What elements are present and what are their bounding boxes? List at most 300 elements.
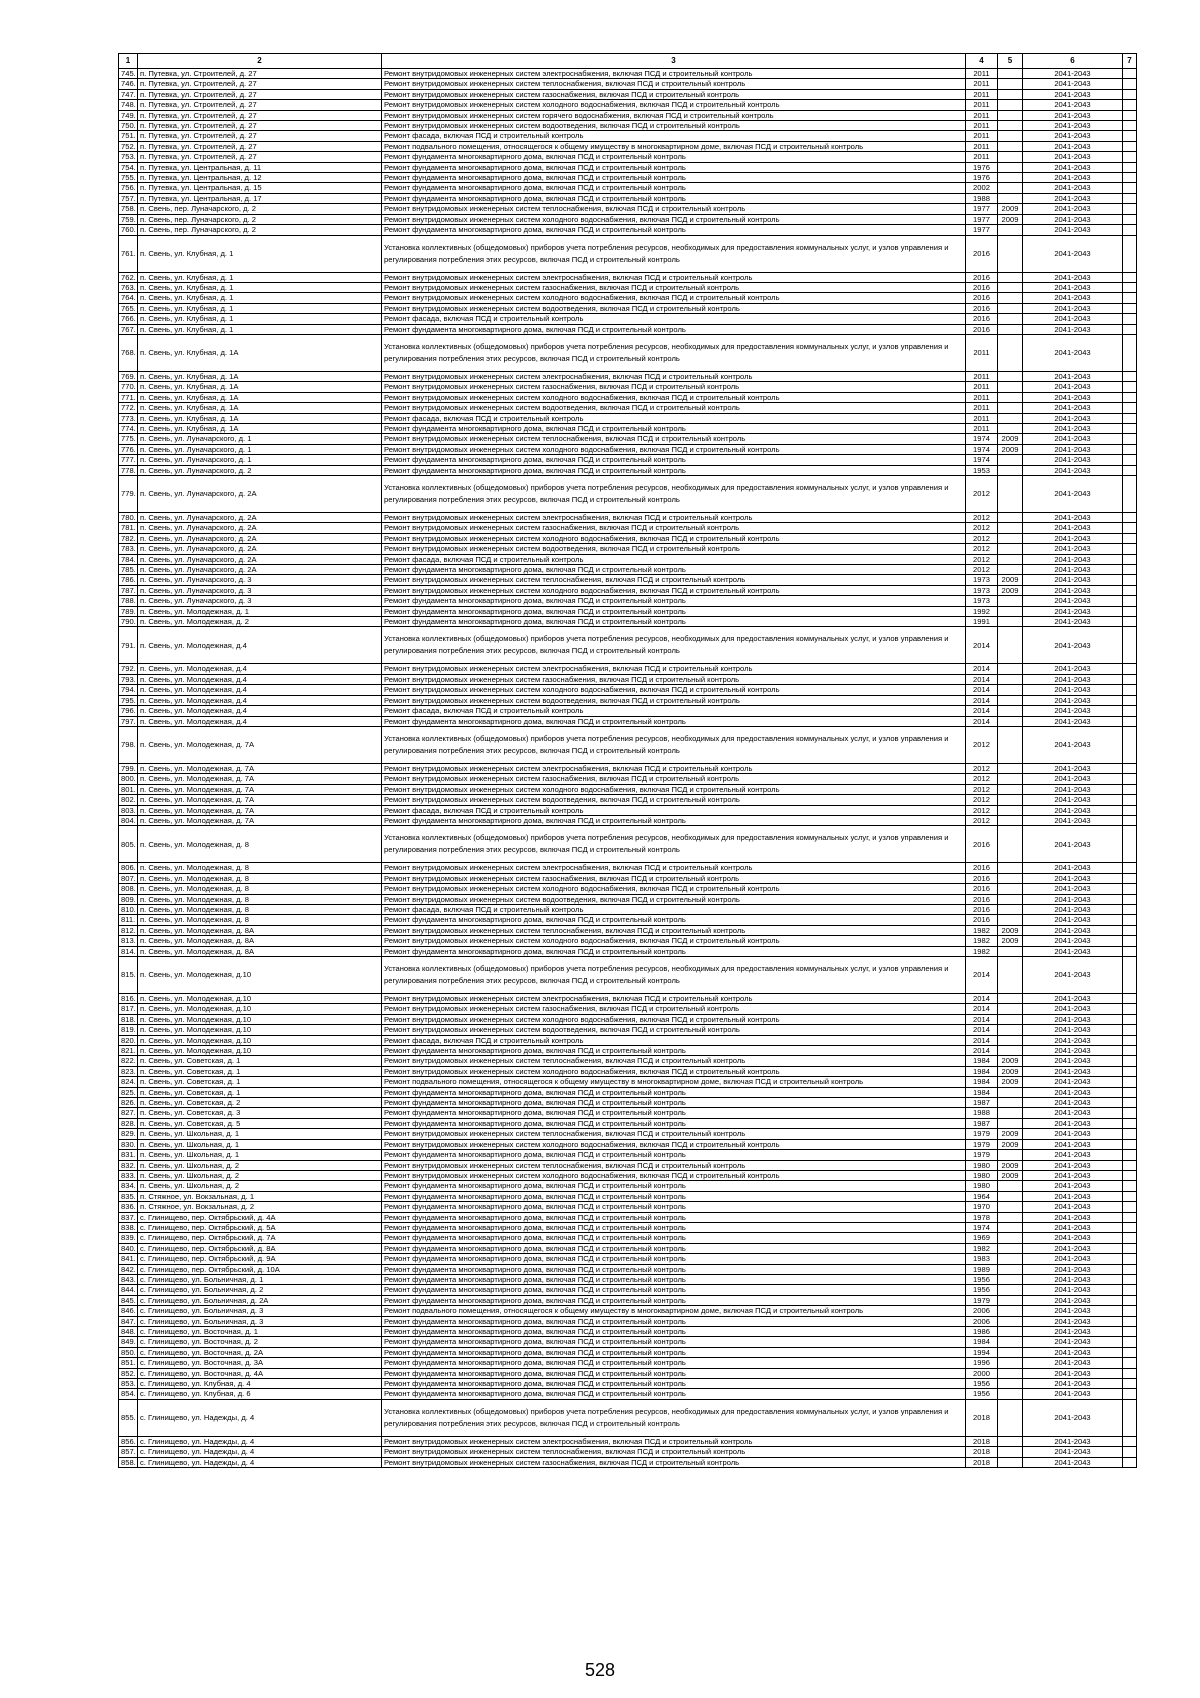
work-type-cell: Ремонт фундамента многоквартирного дома, включая ПСД и строительный контроль [382, 915, 966, 925]
last-repair-year-cell [998, 1379, 1023, 1389]
col-7-cell [1123, 726, 1137, 763]
col-7-cell [1123, 1358, 1137, 1368]
address-cell: п. Свень, ул. Молодежная, д.4 [138, 627, 382, 664]
planned-period-cell: 2041-2043 [1023, 1160, 1123, 1170]
last-repair-year-cell [998, 423, 1023, 433]
col-7-cell [1123, 994, 1137, 1004]
year-built-cell: 1974 [966, 455, 998, 465]
year-built-cell: 2011 [966, 423, 998, 433]
row-number: 758. [119, 204, 138, 214]
address-cell: п. Свень, ул. Клубная, д. 1 [138, 282, 382, 292]
work-type-cell: Ремонт внутридомовых инженерных систем холодного водоснабжения, включая ПСД и строительный контроль [382, 444, 966, 454]
row-number: 812. [119, 925, 138, 935]
planned-period-cell: 2041-2043 [1023, 173, 1123, 183]
row-number: 777. [119, 455, 138, 465]
planned-period-cell: 2041-2043 [1023, 334, 1123, 371]
row-number: 849. [119, 1337, 138, 1347]
planned-period-cell: 2041-2043 [1023, 1285, 1123, 1295]
row-number: 829. [119, 1129, 138, 1139]
address-cell: п. Свень, ул. Советская, д. 2 [138, 1098, 382, 1108]
table-row [119, 946, 1137, 956]
col-7-cell [1123, 1004, 1137, 1014]
last-repair-year-cell [998, 382, 1023, 392]
col-7-cell [1123, 763, 1137, 773]
col-7-cell [1123, 110, 1137, 120]
year-built-cell: 2006 [966, 1306, 998, 1316]
planned-period-cell: 2041-2043 [1023, 1129, 1123, 1139]
table-row [119, 476, 1137, 513]
planned-period-cell: 2041-2043 [1023, 413, 1123, 423]
address-cell: п. Стяжное, ул. Вокзальная, д. 1 [138, 1191, 382, 1201]
planned-period-cell: 2041-2043 [1023, 585, 1123, 595]
row-number: 847. [119, 1316, 138, 1326]
planned-period-cell: 2041-2043 [1023, 805, 1123, 815]
address-cell: п. Свень, ул. Молодежная, д.10 [138, 994, 382, 1004]
year-built-cell: 1988 [966, 193, 998, 203]
address-cell: п. Путевка, ул. Строителей, д. 27 [138, 79, 382, 89]
col-7-cell [1123, 214, 1137, 224]
col-7-cell [1123, 1399, 1137, 1436]
address-cell: п. Свень, ул. Молодежная, д. 8 [138, 826, 382, 863]
row-number: 785. [119, 565, 138, 575]
year-built-cell: 1987 [966, 1098, 998, 1108]
work-type-cell: Ремонт внутридомовых инженерных систем водоотведения, включая ПСД и строительный контроль [382, 121, 966, 131]
year-built-cell: 2006 [966, 1316, 998, 1326]
work-type-cell: Ремонт внутридомовых инженерных систем теплоснабжения, включая ПСД и строительный контроль [382, 575, 966, 585]
work-type-cell: Установка коллективных (общедомовых) приборов учета потребления ресурсов, необходимых для предоставления коммунальных услуг, и узлов управления и регулирования потребления этих ресурсов, включая ПСД и строительный контроль [382, 957, 966, 994]
col-7-cell [1123, 533, 1137, 543]
work-type-cell: Ремонт внутридомовых инженерных систем водоотведения, включая ПСД и строительный контроль [382, 1025, 966, 1035]
work-type-cell: Ремонт фундамента многоквартирного дома, включая ПСД и строительный контроль [382, 946, 966, 956]
address-cell: п. Свень, пер. Луначарского, д. 2 [138, 204, 382, 214]
table-row [119, 413, 1137, 423]
address-cell: п. Свень, ул. Молодежная, д. 7А [138, 805, 382, 815]
col-7-cell [1123, 585, 1137, 595]
planned-period-cell: 2041-2043 [1023, 1202, 1123, 1212]
last-repair-year-cell: 2009 [998, 1170, 1023, 1180]
year-built-cell: 2018 [966, 1399, 998, 1436]
planned-period-cell: 2041-2043 [1023, 324, 1123, 334]
col-7-cell [1123, 444, 1137, 454]
last-repair-year-cell [998, 1316, 1023, 1326]
col-7-cell [1123, 413, 1137, 423]
table-row [119, 465, 1137, 475]
last-repair-year-cell [998, 1108, 1023, 1118]
table-row [119, 193, 1137, 203]
year-built-cell: 1987 [966, 1118, 998, 1128]
row-number: 856. [119, 1436, 138, 1446]
col-7-cell [1123, 1368, 1137, 1378]
planned-period-cell: 2041-2043 [1023, 293, 1123, 303]
row-number: 811. [119, 915, 138, 925]
table-row [119, 444, 1137, 454]
planned-period-cell: 2041-2043 [1023, 1399, 1123, 1436]
table-row [119, 994, 1137, 1004]
work-type-cell: Ремонт фундамента многоквартирного дома, включая ПСД и строительный контроль [382, 1202, 966, 1212]
col-7-cell [1123, 565, 1137, 575]
planned-period-cell: 2041-2043 [1023, 1306, 1123, 1316]
planned-period-cell: 2041-2043 [1023, 617, 1123, 627]
address-cell: п. Свень, ул. Советская, д. 1 [138, 1077, 382, 1087]
planned-period-cell: 2041-2043 [1023, 565, 1123, 575]
year-built-cell: 1973 [966, 596, 998, 606]
table-row [119, 89, 1137, 99]
planned-period-cell: 2041-2043 [1023, 1118, 1123, 1128]
planned-period-cell: 2041-2043 [1023, 110, 1123, 120]
work-type-cell: Ремонт фундамента многоквартирного дома, включая ПСД и строительный контроль [382, 1285, 966, 1295]
planned-period-cell: 2041-2043 [1023, 894, 1123, 904]
last-repair-year-cell [998, 873, 1023, 883]
year-built-cell: 2016 [966, 904, 998, 914]
row-number: 748. [119, 100, 138, 110]
row-number: 823. [119, 1066, 138, 1076]
work-type-cell: Ремонт внутридомовых инженерных систем теплоснабжения, включая ПСД и строительный контроль [382, 925, 966, 935]
year-built-cell: 2016 [966, 324, 998, 334]
col-7-cell [1123, 1056, 1137, 1066]
col-7-cell [1123, 434, 1137, 444]
address-cell: с. Глинищево, ул. Восточная, д. 4А [138, 1368, 382, 1378]
last-repair-year-cell [998, 894, 1023, 904]
row-number: 858. [119, 1457, 138, 1467]
table-row [119, 403, 1137, 413]
planned-period-cell: 2041-2043 [1023, 533, 1123, 543]
planned-period-cell: 2041-2043 [1023, 1056, 1123, 1066]
row-number: 848. [119, 1327, 138, 1337]
table-row [119, 884, 1137, 894]
planned-period-cell: 2041-2043 [1023, 423, 1123, 433]
table-row [119, 575, 1137, 585]
row-number: 815. [119, 957, 138, 994]
col-7-cell [1123, 1222, 1137, 1232]
work-type-cell: Ремонт внутридомовых инженерных систем газоснабжения, включая ПСД и строительный контроль [382, 89, 966, 99]
last-repair-year-cell [998, 1337, 1023, 1347]
work-type-cell: Ремонт фундамента многоквартирного дома, включая ПСД и строительный контроль [382, 1337, 966, 1347]
planned-period-cell: 2041-2043 [1023, 784, 1123, 794]
row-number: 855. [119, 1399, 138, 1436]
planned-period-cell: 2041-2043 [1023, 884, 1123, 894]
year-built-cell: 1976 [966, 173, 998, 183]
work-type-cell: Ремонт фундамента многоквартирного дома, включая ПСД и строительный контроль [382, 716, 966, 726]
planned-period-cell: 2041-2043 [1023, 1004, 1123, 1014]
year-built-cell: 2014 [966, 695, 998, 705]
address-cell: п. Свень, ул. Советская, д. 5 [138, 1118, 382, 1128]
header-col-4: 4 [966, 54, 998, 69]
planned-period-cell: 2041-2043 [1023, 1327, 1123, 1337]
work-type-cell: Ремонт внутридомовых инженерных систем электроснабжения, включая ПСД и строительный контроль [382, 994, 966, 1004]
address-cell: п. Свень, ул. Молодежная, д.4 [138, 685, 382, 695]
table-row [119, 664, 1137, 674]
work-type-cell: Установка коллективных (общедомовых) приборов учета потребления ресурсов, необходимых для предоставления коммунальных услуг, и узлов управления и регулирования потребления этих ресурсов, включая ПСД и строительный контроль [382, 334, 966, 371]
year-built-cell: 1979 [966, 1150, 998, 1160]
row-number: 825. [119, 1087, 138, 1097]
last-repair-year-cell [998, 1046, 1023, 1056]
table-row [119, 554, 1137, 564]
last-repair-year-cell: 2009 [998, 1056, 1023, 1066]
year-built-cell: 2011 [966, 131, 998, 141]
header-col-6: 6 [1023, 54, 1123, 69]
table-row [119, 925, 1137, 935]
year-built-cell: 1983 [966, 1254, 998, 1264]
address-cell: п. Свень, ул. Клубная, д. 1А [138, 403, 382, 413]
address-cell: п. Свень, ул. Молодежная, д.4 [138, 695, 382, 705]
year-built-cell: 2012 [966, 784, 998, 794]
col-7-cell [1123, 873, 1137, 883]
planned-period-cell: 2041-2043 [1023, 1191, 1123, 1201]
work-type-cell: Установка коллективных (общедомовых) приборов учета потребления ресурсов, необходимых для предоставления коммунальных услуг, и узлов управления и регулирования потребления этих ресурсов, включая ПСД и строительный контроль [382, 826, 966, 863]
year-built-cell: 2014 [966, 674, 998, 684]
address-cell: п. Свень, ул. Молодежная, д. 8 [138, 915, 382, 925]
planned-period-cell: 2041-2043 [1023, 1274, 1123, 1284]
col-7-cell [1123, 423, 1137, 433]
address-cell: п. Путевка, ул. Строителей, д. 27 [138, 89, 382, 99]
address-cell: п. Свень, ул. Молодежная, д. 8 [138, 904, 382, 914]
last-repair-year-cell [998, 1327, 1023, 1337]
address-cell: п. Свень, ул. Молодежная, д. 7А [138, 815, 382, 825]
last-repair-year-cell [998, 1181, 1023, 1191]
row-number: 807. [119, 873, 138, 883]
last-repair-year-cell [998, 1347, 1023, 1357]
address-cell: п. Свень, ул. Луначарского, д. 1 [138, 444, 382, 454]
table-row [119, 314, 1137, 324]
planned-period-cell: 2041-2043 [1023, 936, 1123, 946]
work-type-cell: Ремонт подвального помещения, относящегося к общему имуществу в многоквартирном доме, включая ПСД и строительный контроль [382, 141, 966, 151]
year-built-cell: 2014 [966, 685, 998, 695]
col-7-cell [1123, 69, 1137, 79]
year-built-cell: 1969 [966, 1233, 998, 1243]
work-type-cell: Ремонт внутридомовых инженерных систем холодного водоснабжения, включая ПСД и строительный контроль [382, 100, 966, 110]
table-row [119, 1389, 1137, 1399]
work-type-cell: Ремонт фундамента многоквартирного дома, включая ПСД и строительный контроль [382, 1274, 966, 1284]
year-built-cell: 2014 [966, 1046, 998, 1056]
year-built-cell: 2011 [966, 413, 998, 423]
col-7-cell [1123, 1170, 1137, 1180]
header-col-7: 7 [1123, 54, 1137, 69]
planned-period-cell: 2041-2043 [1023, 1222, 1123, 1232]
col-7-cell [1123, 606, 1137, 616]
row-number: 814. [119, 946, 138, 956]
last-repair-year-cell [998, 627, 1023, 664]
work-type-cell: Ремонт внутридомовых инженерных систем холодного водоснабжения, включая ПСД и строительный контроль [382, 685, 966, 695]
work-type-cell: Ремонт фундамента многоквартирного дома, включая ПСД и строительный контроль [382, 1389, 966, 1399]
address-cell: п. Путевка, ул. Строителей, д. 27 [138, 141, 382, 151]
year-built-cell: 2012 [966, 774, 998, 784]
row-number: 844. [119, 1285, 138, 1295]
table-row [119, 1025, 1137, 1035]
work-type-cell: Ремонт фундамента многоквартирного дома, включая ПСД и строительный контроль [382, 1046, 966, 1056]
col-7-cell [1123, 1264, 1137, 1274]
col-7-cell [1123, 544, 1137, 554]
last-repair-year-cell: 2009 [998, 214, 1023, 224]
table-row [119, 1306, 1137, 1316]
work-type-cell: Ремонт фундамента многоквартирного дома, включая ПСД и строительный контроль [382, 1181, 966, 1191]
row-number: 802. [119, 795, 138, 805]
table-row [119, 173, 1137, 183]
planned-period-cell: 2041-2043 [1023, 795, 1123, 805]
year-built-cell: 1956 [966, 1389, 998, 1399]
table-row [119, 1129, 1137, 1139]
col-7-cell [1123, 392, 1137, 402]
row-number: 805. [119, 826, 138, 863]
header-col-1: 1 [119, 54, 138, 69]
planned-period-cell: 2041-2043 [1023, 1337, 1123, 1347]
address-cell: п. Свень, ул. Школьная, д. 2 [138, 1170, 382, 1180]
address-cell: с. Глинищево, пер. Октябрьский, д. 4А [138, 1212, 382, 1222]
row-number: 755. [119, 173, 138, 183]
row-number: 796. [119, 706, 138, 716]
table-row [119, 423, 1137, 433]
col-7-cell [1123, 617, 1137, 627]
last-repair-year-cell [998, 272, 1023, 282]
address-cell: п. Свень, ул. Школьная, д. 1 [138, 1150, 382, 1160]
planned-period-cell: 2041-2043 [1023, 444, 1123, 454]
row-number: 831. [119, 1150, 138, 1160]
year-built-cell: 2011 [966, 392, 998, 402]
year-built-cell: 1974 [966, 434, 998, 444]
work-type-cell: Ремонт внутридомовых инженерных систем газоснабжения, включая ПСД и строительный контроль [382, 382, 966, 392]
last-repair-year-cell [998, 1212, 1023, 1222]
year-built-cell: 1956 [966, 1379, 998, 1389]
col-7-cell [1123, 805, 1137, 815]
last-repair-year-cell [998, 1264, 1023, 1274]
col-7-cell [1123, 1295, 1137, 1305]
address-cell: п. Свень, ул. Луначарского, д. 3 [138, 575, 382, 585]
planned-period-cell: 2041-2043 [1023, 1436, 1123, 1446]
row-number: 750. [119, 121, 138, 131]
address-cell: с. Глинищево, ул. Надежды, д. 4 [138, 1436, 382, 1446]
table-row [119, 513, 1137, 523]
planned-period-cell: 2041-2043 [1023, 664, 1123, 674]
last-repair-year-cell [998, 1306, 1023, 1316]
address-cell: п. Свень, ул. Клубная, д. 1А [138, 382, 382, 392]
year-built-cell: 2016 [966, 863, 998, 873]
col-7-cell [1123, 1447, 1137, 1457]
table-row [119, 1316, 1137, 1326]
table-row [119, 1108, 1137, 1118]
row-number: 781. [119, 523, 138, 533]
last-repair-year-cell [998, 392, 1023, 402]
year-built-cell: 2016 [966, 884, 998, 894]
planned-period-cell: 2041-2043 [1023, 695, 1123, 705]
year-built-cell: 1982 [966, 946, 998, 956]
last-repair-year-cell [998, 544, 1023, 554]
row-number: 792. [119, 664, 138, 674]
address-cell: п. Свень, ул. Клубная, д. 1А [138, 413, 382, 423]
last-repair-year-cell: 2009 [998, 585, 1023, 595]
year-built-cell: 2011 [966, 152, 998, 162]
year-built-cell: 1989 [966, 1264, 998, 1274]
work-type-cell: Ремонт внутридомовых инженерных систем холодного водоснабжения, включая ПСД и строительный контроль [382, 392, 966, 402]
planned-period-cell: 2041-2043 [1023, 1139, 1123, 1149]
row-number: 795. [119, 695, 138, 705]
table-row [119, 617, 1137, 627]
work-type-cell: Ремонт внутридомовых инженерных систем газоснабжения, включая ПСД и строительный контроль [382, 873, 966, 883]
work-type-cell: Ремонт фундамента многоквартирного дома, включая ПСД и строительный контроль [382, 1118, 966, 1128]
planned-period-cell: 2041-2043 [1023, 627, 1123, 664]
year-built-cell: 1974 [966, 444, 998, 454]
address-cell: п. Свень, ул. Клубная, д. 1 [138, 235, 382, 272]
planned-period-cell: 2041-2043 [1023, 1243, 1123, 1253]
work-type-cell: Ремонт внутридомовых инженерных систем холодного водоснабжения, включая ПСД и строительный контроль [382, 585, 966, 595]
planned-period-cell: 2041-2043 [1023, 1066, 1123, 1076]
last-repair-year-cell [998, 716, 1023, 726]
col-7-cell [1123, 1108, 1137, 1118]
last-repair-year-cell: 2009 [998, 1139, 1023, 1149]
col-7-cell [1123, 1025, 1137, 1035]
row-number: 854. [119, 1389, 138, 1399]
address-cell: п. Путевка, ул. Строителей, д. 27 [138, 152, 382, 162]
col-7-cell [1123, 1077, 1137, 1087]
col-7-cell [1123, 716, 1137, 726]
last-repair-year-cell [998, 1243, 1023, 1253]
last-repair-year-cell [998, 726, 1023, 763]
col-7-cell [1123, 1274, 1137, 1284]
address-cell: с. Глинищево, ул. Больничная, д. 2 [138, 1285, 382, 1295]
year-built-cell: 1996 [966, 1358, 998, 1368]
year-built-cell: 2014 [966, 994, 998, 1004]
table-row [119, 685, 1137, 695]
col-7-cell [1123, 894, 1137, 904]
year-built-cell: 2016 [966, 272, 998, 282]
work-type-cell: Ремонт фундамента многоквартирного дома, включая ПСД и строительный контроль [382, 1243, 966, 1253]
planned-period-cell: 2041-2043 [1023, 272, 1123, 282]
address-cell: п. Свень, ул. Молодежная, д.10 [138, 1035, 382, 1045]
col-7-cell [1123, 476, 1137, 513]
row-number: 853. [119, 1379, 138, 1389]
last-repair-year-cell [998, 774, 1023, 784]
planned-period-cell: 2041-2043 [1023, 1150, 1123, 1160]
table-row [119, 1014, 1137, 1024]
work-type-cell: Ремонт фасада, включая ПСД и строительный контроль [382, 554, 966, 564]
row-number: 775. [119, 434, 138, 444]
row-number: 768. [119, 334, 138, 371]
year-built-cell: 2000 [966, 1368, 998, 1378]
year-built-cell: 2012 [966, 565, 998, 575]
row-number: 766. [119, 314, 138, 324]
planned-period-cell: 2041-2043 [1023, 371, 1123, 381]
row-number: 810. [119, 904, 138, 914]
table-row [119, 1004, 1137, 1014]
address-cell: п. Свень, ул. Молодежная, д. 7А [138, 795, 382, 805]
row-number: 789. [119, 606, 138, 616]
row-number: 759. [119, 214, 138, 224]
planned-period-cell: 2041-2043 [1023, 1347, 1123, 1357]
last-repair-year-cell [998, 946, 1023, 956]
last-repair-year-cell [998, 1457, 1023, 1467]
work-type-cell: Ремонт фундамента многоквартирного дома, включая ПСД и строительный контроль [382, 565, 966, 575]
last-repair-year-cell [998, 1118, 1023, 1128]
work-type-cell: Ремонт внутридомовых инженерных систем водоотведения, включая ПСД и строительный контроль [382, 795, 966, 805]
col-7-cell [1123, 774, 1137, 784]
row-number: 826. [119, 1098, 138, 1108]
work-type-cell: Ремонт фасада, включая ПСД и строительный контроль [382, 131, 966, 141]
col-7-cell [1123, 946, 1137, 956]
work-type-cell: Ремонт внутридомовых инженерных систем холодного водоснабжения, включая ПСД и строительный контроль [382, 1170, 966, 1180]
col-7-cell [1123, 1379, 1137, 1389]
col-7-cell [1123, 1150, 1137, 1160]
year-built-cell: 2018 [966, 1447, 998, 1457]
row-number: 779. [119, 476, 138, 513]
last-repair-year-cell [998, 465, 1023, 475]
row-number: 818. [119, 1014, 138, 1024]
address-cell: п. Свень, ул. Клубная, д. 1 [138, 293, 382, 303]
col-7-cell [1123, 1118, 1137, 1128]
row-number: 756. [119, 183, 138, 193]
address-cell: с. Глинищево, ул. Клубная, д. 4 [138, 1379, 382, 1389]
last-repair-year-cell [998, 89, 1023, 99]
last-repair-year-cell [998, 141, 1023, 151]
col-7-cell [1123, 314, 1137, 324]
col-7-cell [1123, 1243, 1137, 1253]
